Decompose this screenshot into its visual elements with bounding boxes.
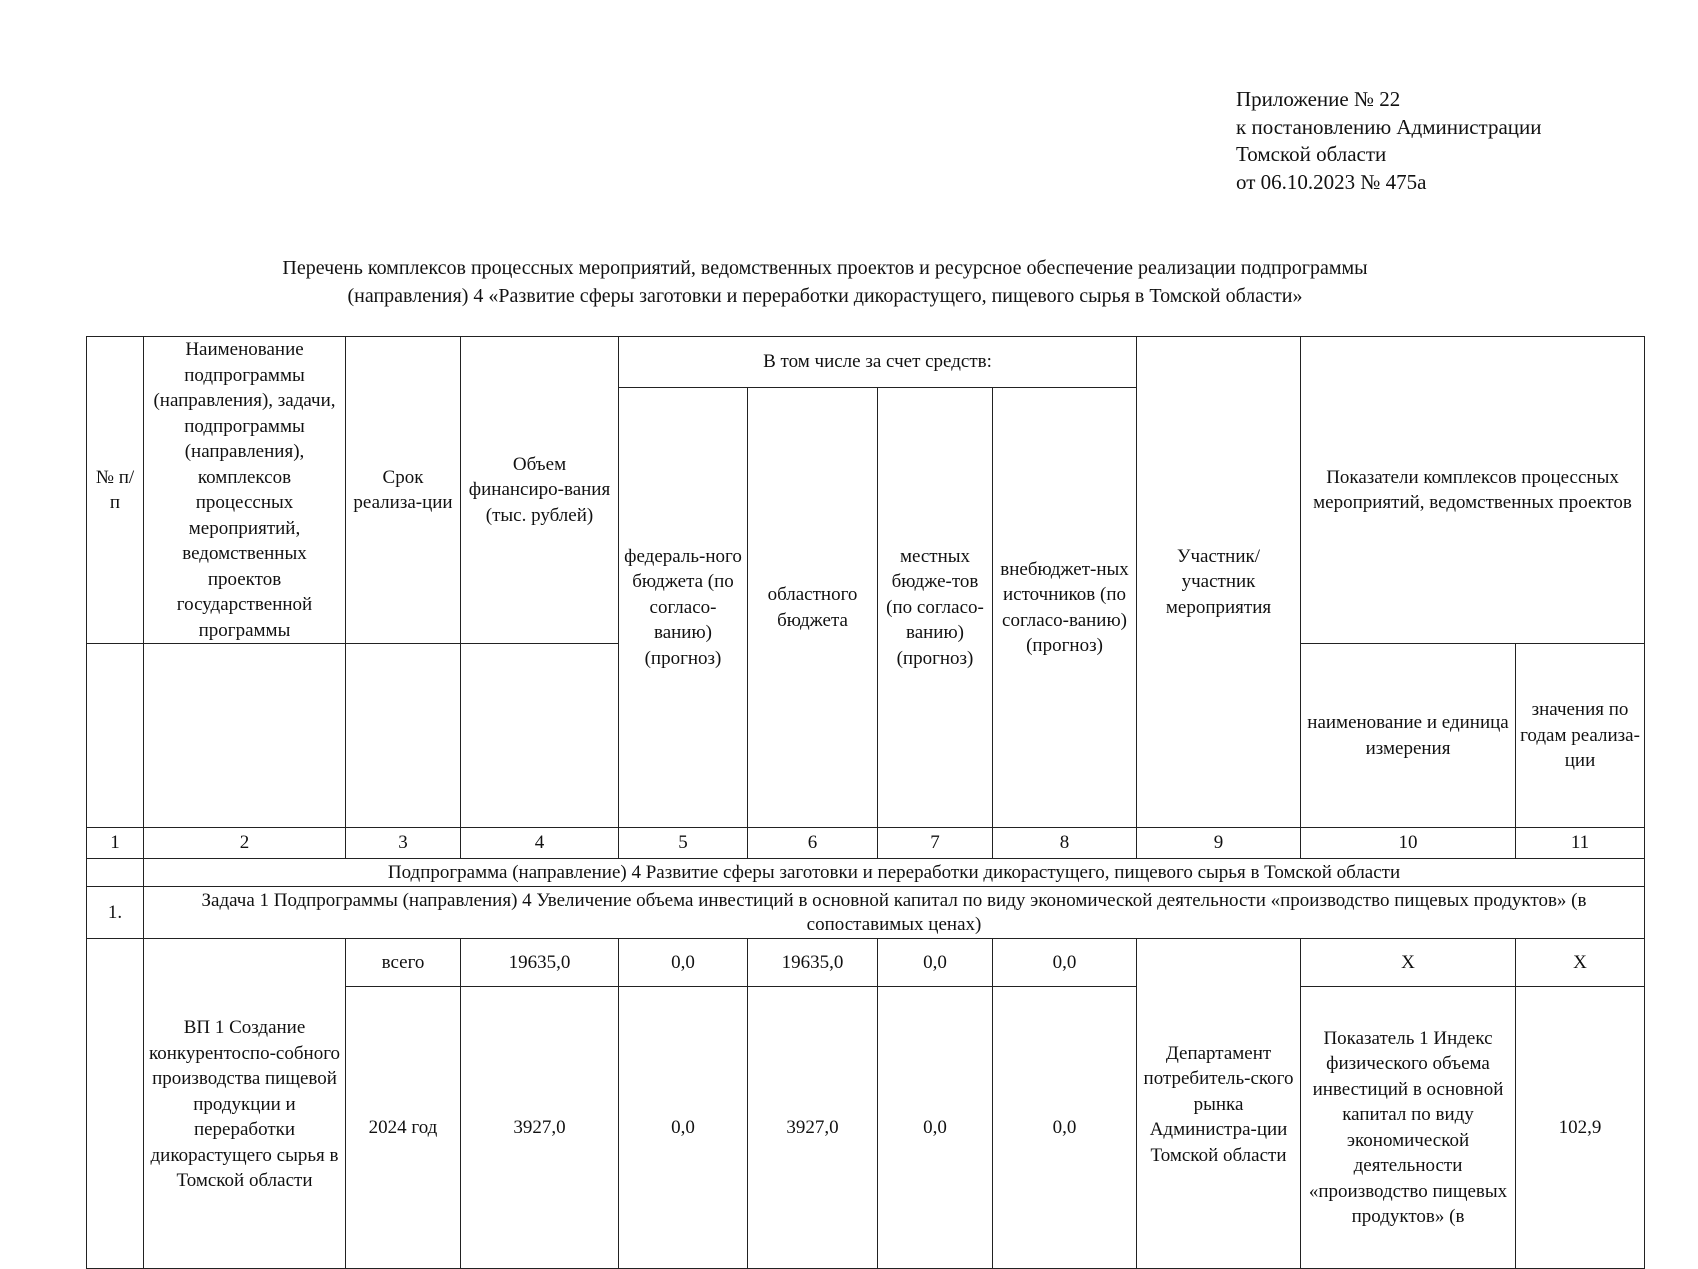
header-indicator-name: наименование и единица измерения <box>1301 644 1516 828</box>
appendix-block <box>1236 86 1542 196</box>
year-federal: 0,0 <box>619 987 748 1269</box>
title-line-1: Перечень комплексов процессных мероприятий, ведомственных проектов и ресурсное обеспечение реализации подпрограммы <box>282 257 1368 279</box>
column-number: 6 <box>748 828 878 859</box>
task-row: Задача 1 Подпрограммы (направления) 4 Увеличение объема инвестиций в основной капитал по виду экономической деятельности «производство пищевых продуктов» (в сопоставимых ценах) <box>144 887 1645 939</box>
column-number: 7 <box>878 828 993 859</box>
subprogram-row: Подпрограмма (направление) 4 Развитие сферы заготовки и переработки дикорастущего, пищевого сырья в Томской области <box>144 859 1645 887</box>
column-number: 2 <box>144 828 346 859</box>
column-number: 8 <box>993 828 1137 859</box>
task-number: 1. <box>87 887 144 939</box>
header-name-cont <box>144 644 346 828</box>
header-period-cont <box>346 644 461 828</box>
header-federal: федераль-ного бюджета (по согласо-ванию) (прогноз) <box>619 388 748 828</box>
column-number: 10 <box>1301 828 1516 859</box>
header-participant: Участник/ участник мероприятия <box>1137 337 1301 828</box>
header-number: № п/п <box>87 337 144 644</box>
header-indicators-group: Показатели комплексов процессных мероприятий, ведомственных проектов <box>1301 337 1645 644</box>
column-number: 4 <box>461 828 619 859</box>
project-participant: Департамент потребитель-ского рынка Администра-ции Томской области <box>1137 939 1301 1269</box>
total-volume: 19635,0 <box>461 939 619 987</box>
header-extrabudget: внебюджет-ных источников (по согласо-ванию) (прогноз) <box>993 388 1137 828</box>
header-indicator-values: значения по годам реализа-ции <box>1516 644 1645 828</box>
appendix-line-1: Приложение № 22 <box>1236 87 1401 111</box>
header-number-cont <box>87 644 144 828</box>
total-local: 0,0 <box>878 939 993 987</box>
document-title <box>100 254 1550 310</box>
appendix-line-2: к постановлению Администрации <box>1236 114 1542 139</box>
appendix-line-4: от 06.10.2023 № 475а <box>1236 169 1427 194</box>
title-line-2: (направления) 4 «Развитие сферы заготовки и переработки дикорастущего, пищевого сырья в Томской области» <box>347 285 1303 307</box>
header-local: местных бюдже-тов (по согласо-ванию) (прогноз) <box>878 388 993 828</box>
total-federal: 0,0 <box>619 939 748 987</box>
column-number: 9 <box>1137 828 1301 859</box>
year-regional: 3927,0 <box>748 987 878 1269</box>
project-name: ВП 1 Создание конкурентоспо-собного производства пищевой продукции и переработки дикорастущего сырья в Томской области <box>144 939 346 1269</box>
year-volume: 3927,0 <box>461 987 619 1269</box>
total-regional: 19635,0 <box>748 939 878 987</box>
column-number: 3 <box>346 828 461 859</box>
appendix-line-3: Томской области <box>1236 142 1387 166</box>
header-period: Срок реализа-ции <box>346 337 461 644</box>
indicator-description: Показатель 1 Индекс физического объема инвестиций в основной капитал по виду экономической деятельности «производство пищевых продуктов» (в <box>1301 987 1516 1269</box>
total-extrabudget: 0,0 <box>993 939 1137 987</box>
indicator-value: 102,9 <box>1516 987 1645 1269</box>
column-number: 5 <box>619 828 748 859</box>
column-number: 11 <box>1516 828 1645 859</box>
header-volume-cont <box>461 644 619 828</box>
program-table <box>86 336 1645 1269</box>
total-period: всего <box>346 939 461 987</box>
header-regional: областного бюджета <box>748 388 878 828</box>
column-number: 1 <box>87 828 144 859</box>
header-funds-group: В том числе за счет средств: <box>619 337 1137 388</box>
year-period: 2024 год <box>346 987 461 1269</box>
total-value: Х <box>1516 939 1645 987</box>
total-indicator: Х <box>1301 939 1516 987</box>
subprogram-number <box>87 859 144 887</box>
header-volume: Объем финансиро-вания (тыс. рублей) <box>461 337 619 644</box>
year-local: 0,0 <box>878 987 993 1269</box>
header-name: Наименование подпрограммы (направления), задачи, подпрограммы (направления), комплексов процессных мероприятий, ведомственных проектов государственной программы <box>144 337 346 644</box>
year-extrabudget: 0,0 <box>993 987 1137 1269</box>
project-number <box>87 939 144 1269</box>
